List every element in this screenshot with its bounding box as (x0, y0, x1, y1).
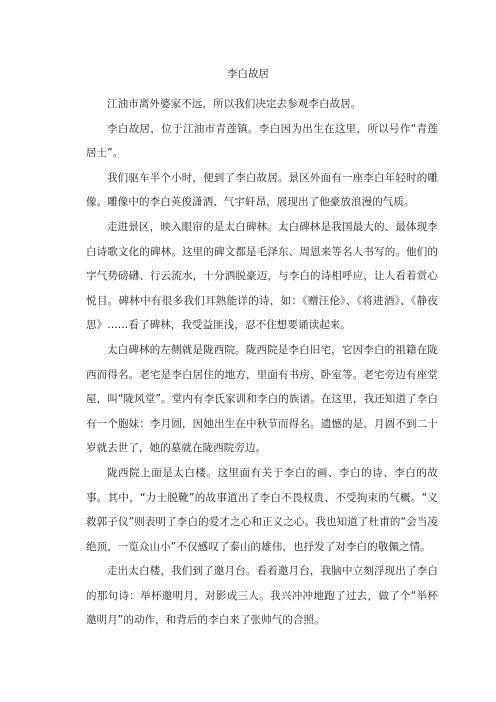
paragraph: 走进景区，映入眼帘的是太白碑林。太白碑林是我国最大的、最体现李白诗歌文化的碑林。这里的碑文都是毛泽东、周恩来等名人书写的。他们的字气势磅礴、行云流水，十分洒脱豪迈，与李白的诗相呼应，让人看着赏心悦目。碑林中有很多我们耳熟能详的诗，如：《赠汪伦》、《将进酒》、《静夜思》……看了碑林，我受益匪浅，忍不住想要诵读起来。 (86, 220, 438, 332)
document-title: 李白故居 (227, 68, 269, 80)
paragraph: 李白故居，位于江油市青莲镇。李白因为出生在这里，所以号作“青莲居士”。 (86, 122, 438, 160)
document-body (86, 92, 438, 633)
paragraph: 走出太白楼，我们到了邀月台。看着邀月台，我脑中立刻浮现出了李白的那句诗：举杯邀明月，对影成三人。我兴冲冲地跑了过去，做了个“举杯邀明月”的动作，和背后的李白来了张帅气的合照。 (86, 565, 438, 627)
paragraph: 太白碑林的左侧就是陇西院。陇西院是李白旧宅，它因李白的祖籍在陇西而得名。老宅是李白居住的地方，里面有书房、卧室等。老宅旁边有座堂屋，叫“陇风堂”。堂内有李氏家训和李白的族谱。在这里，我还知道了李白有一个胞妹：李月圆，因她出生在中秋节而得名。遗憾的是，月圆不到二十岁就去世了，她的墓就在陇西院旁边。 (86, 343, 438, 455)
paragraph: 陇西院上面是太白楼。这里面有关于李白的画、李白的诗、李白的故事。其中，“力士脱靴”的故事道出了李白不畏权贵、不受拘束的气概。“义救郭子仪”则表明了李白的爱才之心和正义之心。我也知道了杜甫的“会当凌绝顶，一览众山小”不仅感叹了泰山的雄伟，也抒发了对李白的敬佩之情。 (86, 466, 438, 553)
paragraph: 我们驱车半个小时，便到了李白故居。景区外面有一座李白年轻时的雕像。雕像中的李白英俊潇洒、气宇轩昂，展现出了他豪放浪漫的气质。 (86, 171, 438, 209)
paragraph: 江油市离外婆家不远，所以我们决定去参观李白故居。 (107, 98, 362, 110)
